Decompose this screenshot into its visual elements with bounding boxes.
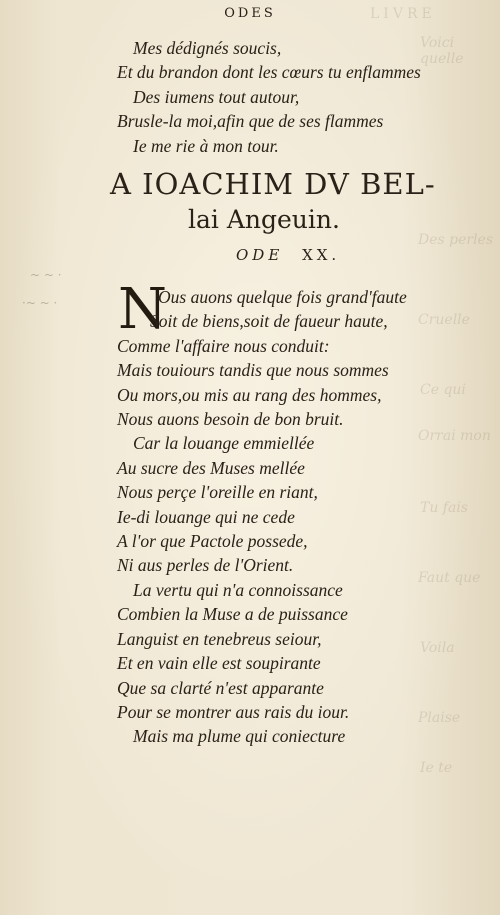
verse-line: Comme l'affaire nous conduit: bbox=[117, 335, 330, 356]
ode-number-label bbox=[236, 246, 340, 264]
verse-line: Ni aus perles de l'Orient. bbox=[117, 555, 294, 576]
previous-ode-stanza bbox=[0, 36, 500, 158]
show-through-fragment: Faut que bbox=[418, 570, 481, 586]
verse-line: Des iumens tout autour, bbox=[133, 86, 300, 107]
show-through-fragment: Orrai mon bbox=[418, 428, 491, 444]
verse-line: La vertu qui n'a connoissance bbox=[133, 579, 343, 600]
verse-line: Mais touiours tandis que nous sommes bbox=[117, 360, 389, 381]
show-through-fragment: Plaise bbox=[418, 710, 461, 726]
verse-line: Ou mors,ou mis au rang des hommes, bbox=[117, 384, 382, 405]
show-through-fragment: Tu fais bbox=[420, 500, 468, 516]
drop-cap: N bbox=[118, 277, 167, 342]
verse-line: Combien la Muse a de puissance bbox=[117, 604, 348, 625]
verse-line: Au sucre des Muses mellée bbox=[117, 457, 305, 478]
verse-line: Mes dédignés soucis, bbox=[133, 38, 282, 58]
verse-line: Car la louange emmiellée bbox=[133, 433, 315, 454]
verse-line: Pour se montrer aus rais du iour. bbox=[117, 701, 350, 722]
verse-line: Mais ma plume qui coniecture bbox=[133, 726, 346, 747]
ink-mark: ~ ~ · bbox=[30, 268, 62, 282]
ink-mark: ·~ ~ · bbox=[22, 296, 58, 310]
verse-line: Brusle-la moi,afin que de ses flammes bbox=[117, 111, 384, 132]
verse-line: Nous perçe l'oreille en riant, bbox=[117, 482, 318, 503]
verse-line: Ie-di louange qui ne cede bbox=[117, 506, 295, 527]
verse-line: Ous auons quelque fois grand'faute bbox=[158, 287, 407, 307]
ode-body bbox=[0, 277, 500, 749]
verse-line: Nous auons besoin de bon bruit. bbox=[117, 409, 344, 430]
show-through-head: LIVRE bbox=[370, 6, 436, 22]
show-through-fragment: Voici quelle bbox=[420, 35, 464, 67]
running-head: ODES bbox=[224, 6, 276, 21]
verse-line: Et du brandon dont les cœurs tu enflammes bbox=[117, 62, 421, 83]
verse-line: Ie me rie à mon tour. bbox=[133, 135, 279, 156]
verse-line: Et en vain elle est soupirante bbox=[117, 653, 321, 674]
verse-line: A l'or que Pactole possede, bbox=[117, 531, 308, 552]
show-through-fragment: Ie te bbox=[420, 760, 453, 776]
verse-line: Languist en tenebreus seiour, bbox=[117, 628, 322, 649]
ode-title-line: A IOACHIM DV BEL- bbox=[110, 167, 436, 201]
show-through-fragment: Ce qui bbox=[420, 382, 466, 398]
show-through-fragment: Cruelle bbox=[418, 312, 470, 328]
verse-line: Que sa clarté n'est apparante bbox=[117, 677, 324, 698]
ode-label-word: ODE bbox=[236, 246, 284, 264]
show-through-fragment: Des perles bbox=[418, 232, 494, 248]
verse-line: Soit de biens,soit de faueur haute, bbox=[150, 311, 388, 332]
ode-label-number: XX. bbox=[302, 246, 341, 264]
ode-title-line: lai Angeuin. bbox=[188, 205, 340, 234]
show-through-fragment: Voila bbox=[420, 640, 455, 656]
ode-title bbox=[110, 166, 490, 238]
